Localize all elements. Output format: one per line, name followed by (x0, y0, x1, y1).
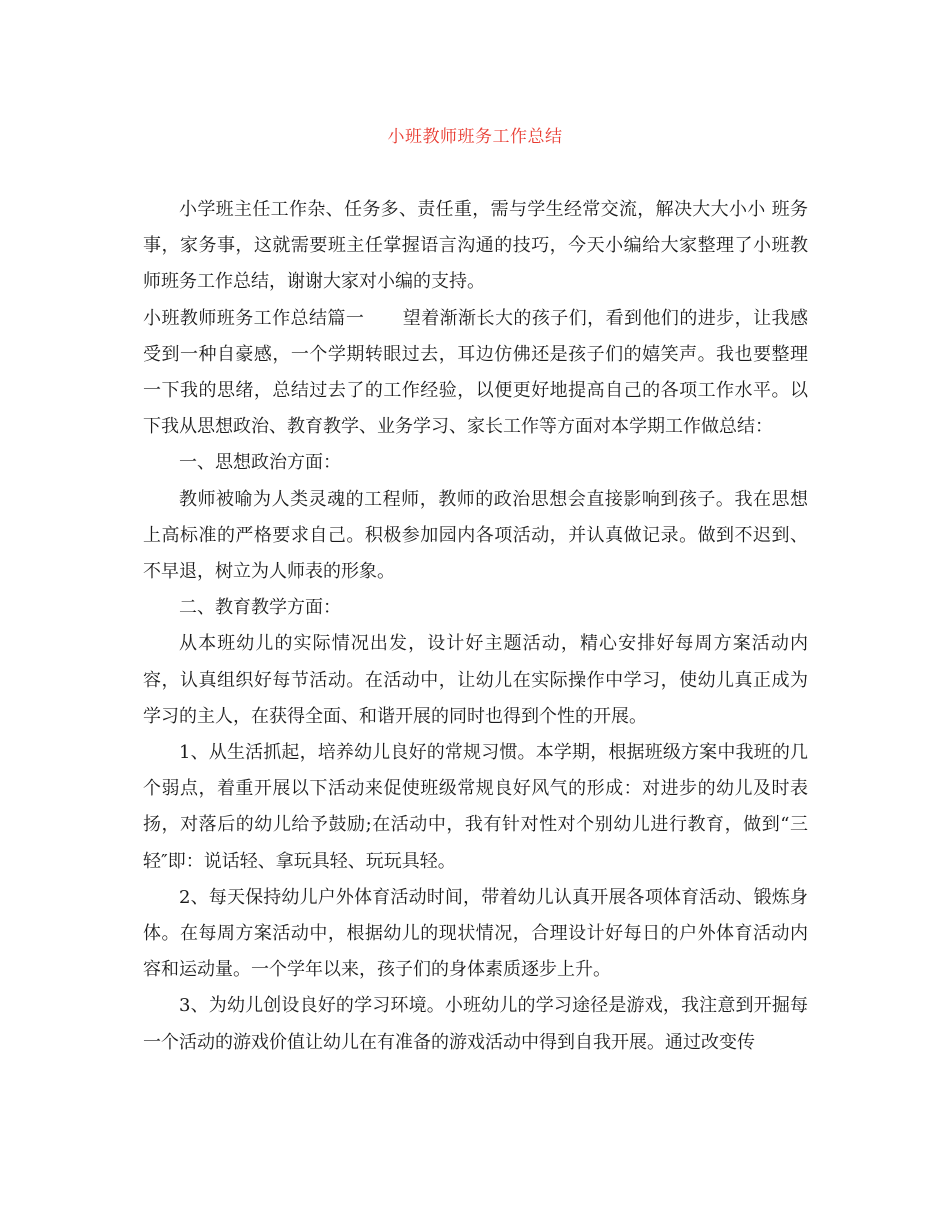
part-heading: 小班教师班务工作总结篇一 (143, 307, 365, 329)
part-one-paragraph (143, 301, 808, 446)
list-item-2: 2、每天保持幼儿户外体育活动时间，带着幼儿认真开展各项体育活动、锻炼身体。在每周方案活动中，根据幼儿的现状情况，合理设计好每日的户外体育活动内容和运动量。一个学年以来，孩子们的身体素质逐步上升。 (143, 886, 808, 981)
document-body (143, 192, 808, 1061)
section-paragraph-teaching: 从本班幼儿的实际情况出发，设计好主题活动，精心安排好每周方案活动内容，认真组织好每节活动。在活动中，让幼儿在实际操作中学习，使幼儿真正成为学习的主人，在获得全面、和谐开展的同时也得到个性的开展。 (143, 633, 808, 727)
intro-paragraph: 小学班主任工作杂、任务多、责任重，需与学生经常交流，解决大大小小 班务事，家务事，这就需要班主任掌握语言沟通的技巧，今天小编给大家整理了小班教师班务工作总结，谢谢大家对小编的支持。 (143, 199, 808, 293)
list-item-3: 3、为幼儿创设良好的学习环境。小班幼儿的学习途径是游戏，我注意到开掘每一个活动的游戏价值让幼儿在有准备的游戏活动中得到自我开展。通过改变传 (143, 995, 808, 1053)
list-item-1: 1、从生活抓起，培养幼儿良好的常规习惯。本学期，根据班级方案中我班的几个弱点，着重开展以下活动来促使班级常规良好风气的形成：对进步的幼儿及时表扬，对落后的幼儿给予鼓励;在活动中，我有针对性对个别幼儿进行教育，做到“三轻″即：说话轻、拿玩具轻、玩玩具轻。 (143, 742, 808, 872)
section-paragraph-politics: 教师被喻为人类灵魂的工程师，教师的政治思想会直接影响到孩子。我在思想上高标准的严格要求自己。积极参加园内各项活动，并认真做记录。做到不迟到、不早退，树立为人师表的形象。 (143, 488, 808, 583)
section-heading-teaching: 二、教育教学方面： (179, 597, 341, 619)
document-title: 小班教师班务工作总结 (387, 127, 563, 147)
section-heading-politics: 一、思想政治方面： (179, 452, 341, 474)
part-intro: 望着渐渐长大的孩子们，看到他们的进步，让我感受到一种自豪感，一个学期转眼过去，耳边仿佛还是孩子们的嬉笑声。我也要整理一下我的思绪，总结过去了的工作经验，以便更好地提高自己的各项工作水平。以下我从思想政治、教育教学、业务学习、家长工作等方面对本学期工作做总结： (143, 307, 809, 438)
